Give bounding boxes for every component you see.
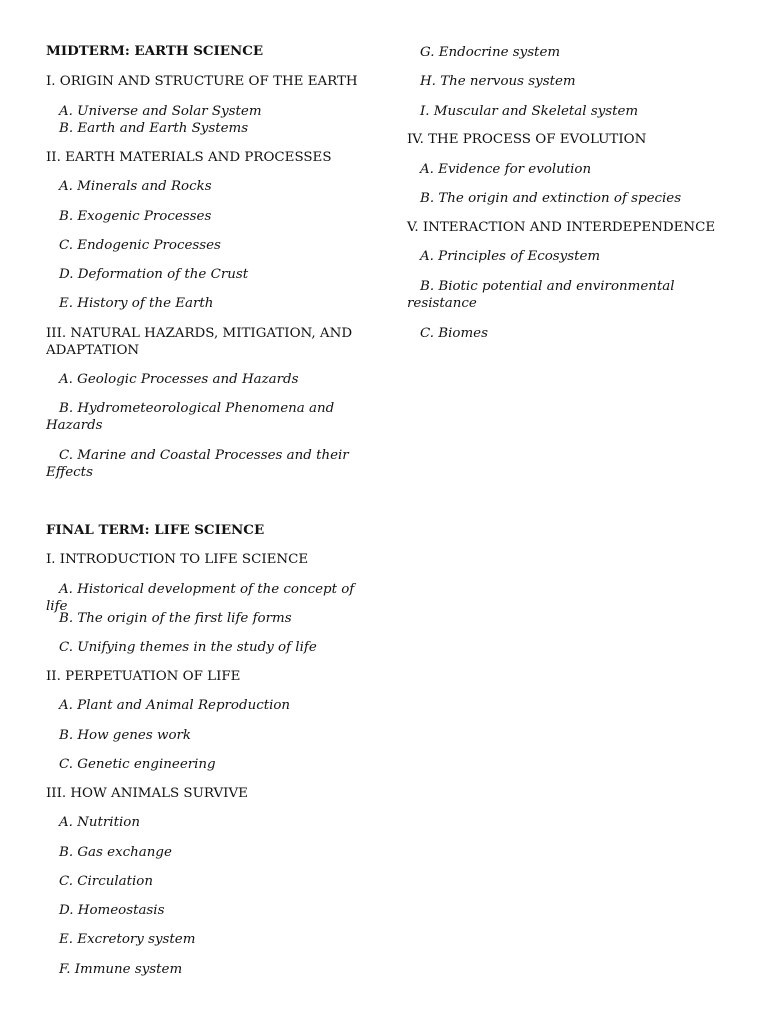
final-section-5-item-c: C. Biomes	[420, 326, 488, 341]
final-section-2-item-a: A. Plant and Animal Reproduction	[59, 698, 291, 713]
midterm-section-2-heading: II. EARTH MATERIALS AND PROCESSES	[46, 150, 332, 165]
final-section-3-heading: III. HOW ANIMALS SURVIVE	[46, 786, 248, 801]
midterm-section-2-item-c: C. Endogenic Processes	[59, 238, 221, 253]
midterm-section-2-item-b: B. Exogenic Processes	[59, 209, 212, 224]
midterm-section-3-item-b: B. Hydrometeorological Phenomena and Hazards	[46, 401, 335, 433]
final-section-3-item-h: H. The nervous system	[420, 74, 576, 89]
final-section-1-item-b: B. The origin of the first life forms	[59, 611, 292, 626]
midterm-title: MIDTERM: EARTH SCIENCE	[46, 43, 264, 59]
midterm-section-2-item-a: A. Minerals and Rocks	[59, 179, 212, 194]
midterm-section-1-item-b: B. Earth and Earth Systems	[59, 121, 249, 136]
final-section-4-heading: IV. THE PROCESS OF EVOLUTION	[407, 132, 647, 147]
final-section-3-item-a: A. Nutrition	[59, 815, 140, 830]
final-section-5-item-a: A. Principles of Ecosystem	[420, 249, 601, 264]
final-section-3-item-i: I. Muscular and Skeletal system	[420, 104, 639, 119]
final-section-1-heading: I. INTRODUCTION TO LIFE SCIENCE	[46, 552, 309, 567]
final-section-1-item-c: C. Unifying themes in the study of life	[59, 640, 317, 655]
midterm-section-3-item-a: A. Geologic Processes and Hazards	[59, 372, 299, 387]
midterm-section-3-item-c: C. Marine and Coastal Processes and their Effects	[46, 448, 349, 480]
final-section-4-item-a: A. Evidence for evolution	[420, 162, 592, 177]
final-section-2-item-c: C. Genetic engineering	[59, 757, 216, 772]
final-section-3-item-d: D. Homeostasis	[59, 903, 165, 918]
midterm-section-2-item-e: E. History of the Earth	[59, 296, 214, 311]
final-section-2-heading: II. PERPETUATION OF LIFE	[46, 669, 241, 684]
final-section-1-item-a: A. Historical development of the concept of life	[46, 582, 355, 614]
final-section-3-item-b: B. Gas exchange	[59, 845, 172, 860]
final-section-2-item-b: B. How genes work	[59, 728, 192, 743]
final-section-3-item-g: G. Endocrine system	[420, 45, 561, 60]
final-section-5-heading: V. INTERACTION AND INTERDEPENDENCE	[407, 220, 716, 235]
final-section-4-item-b: B. The origin and extinction of species	[420, 191, 682, 206]
final-title: FINAL TERM: LIFE SCIENCE	[46, 522, 265, 538]
final-section-5-item-b: B. Biotic potential and environmental resistance	[407, 279, 675, 311]
final-section-3-item-c: C. Circulation	[59, 874, 153, 889]
final-section-3-item-f: F. Immune system	[59, 962, 183, 977]
midterm-section-3-heading: III. NATURAL HAZARDS, MITIGATION, AND ADAPTATION	[46, 326, 353, 358]
midterm-section-1-item-a: A. Universe and Solar System	[59, 104, 262, 119]
midterm-section-2-item-d: D. Deformation of the Crust	[59, 267, 249, 282]
final-section-3-item-e: E. Excretory system	[59, 932, 196, 947]
midterm-section-1-heading: I. ORIGIN AND STRUCTURE OF THE EARTH	[46, 74, 358, 89]
